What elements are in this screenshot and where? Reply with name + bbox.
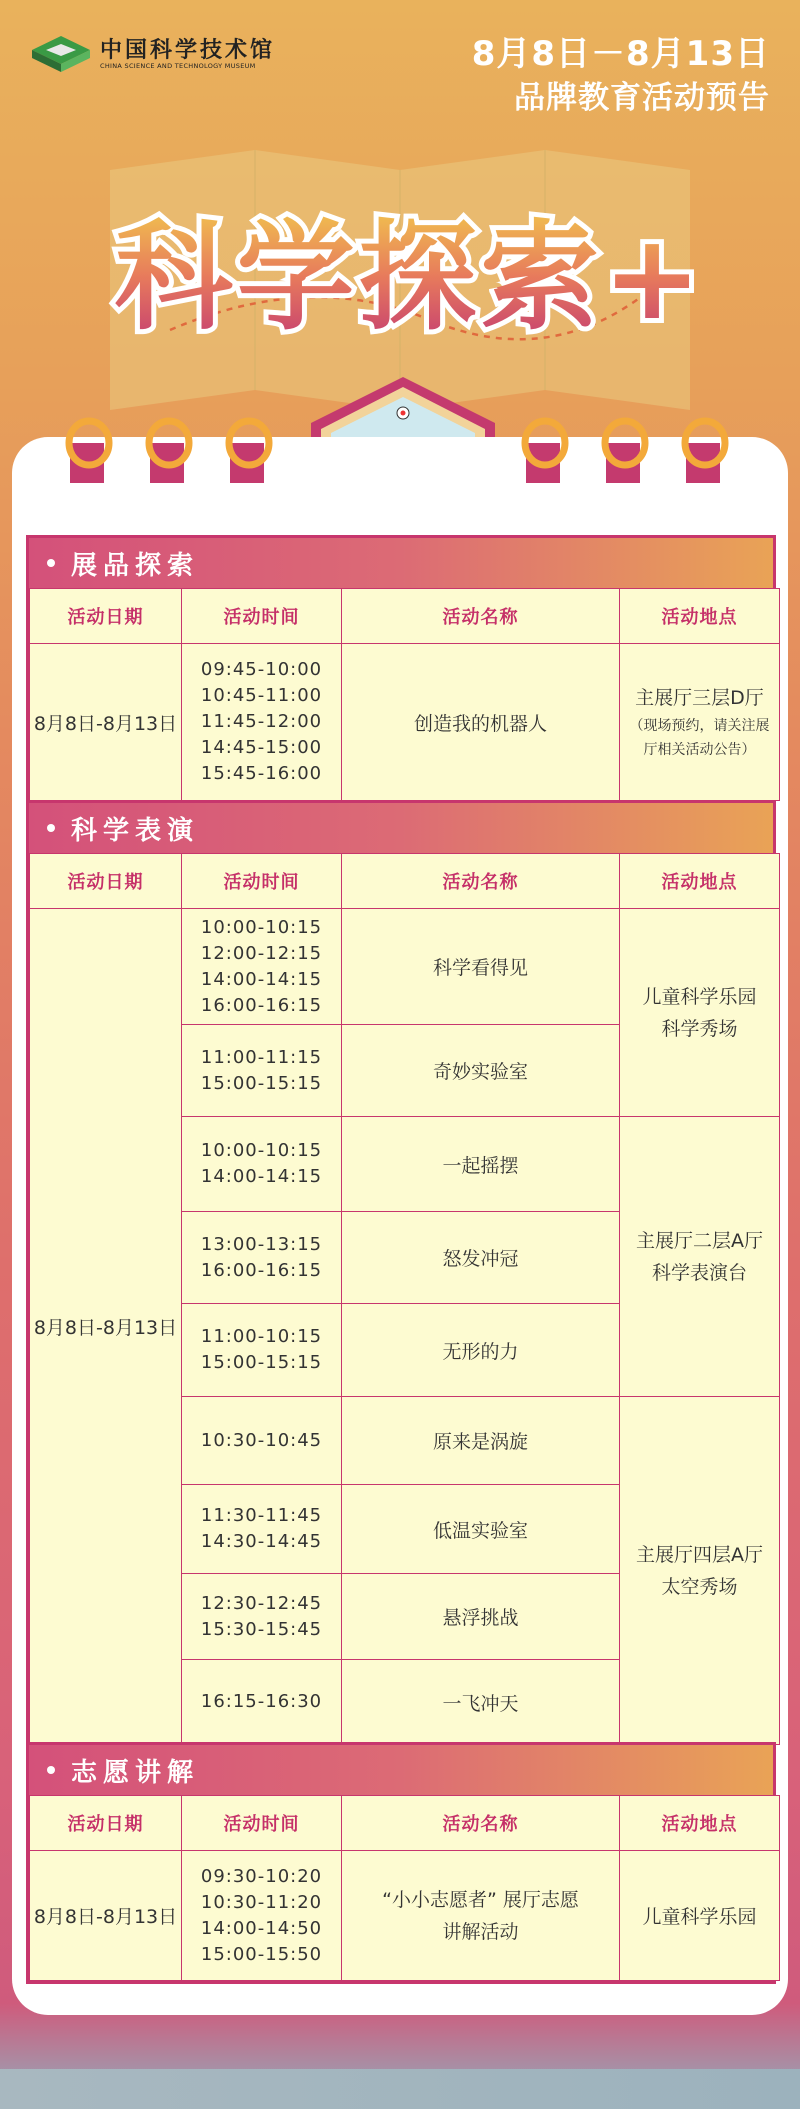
time-slot: 12:00-12:15	[200, 942, 323, 964]
time-slot: 15:45-16:00	[200, 763, 323, 784]
activity-times	[182, 909, 342, 1025]
activity-name: 怒发冲冠	[342, 1212, 620, 1304]
location-main: 主展厅三层D厅	[635, 687, 764, 709]
time-slot: 14:30-14:45	[200, 1531, 323, 1552]
time-slot: 09:45-10:00	[200, 659, 323, 680]
time-slot: 14:45-15:00	[200, 737, 323, 758]
activity-name: 科学看得见	[342, 909, 620, 1025]
activity-times	[182, 1304, 342, 1397]
time-slot: 10:45-11:00	[200, 685, 323, 706]
activity-date: 8月8日-8月13日	[30, 1851, 182, 1981]
activity-name: 创造我的机器人	[342, 644, 620, 801]
activity-date: 8月8日-8月13日	[30, 909, 182, 1745]
section-title: 展品探索	[71, 550, 200, 581]
activity-name: 一飞冲天	[342, 1660, 620, 1745]
time-slot: 11:00-11:15	[200, 1046, 323, 1068]
column-header-time: 活动时间	[182, 854, 342, 909]
activity-location: 主展厅二层A厅 科学表演台	[620, 1117, 780, 1397]
section-exhibit-explore	[26, 535, 776, 804]
time-slot: 09:30-10:20	[200, 1865, 323, 1887]
section-title: 科学表演	[71, 815, 200, 846]
section-volunteer-guide	[26, 1742, 776, 1984]
activity-name: 悬浮挑战	[342, 1574, 620, 1660]
location-note: （现场预约，请关注展厅相关活动公告）	[629, 718, 770, 758]
column-header-name: 活动名称	[342, 589, 620, 644]
section-header	[29, 803, 773, 853]
time-slot: 12:30-12:45	[200, 1592, 323, 1614]
schedule-table	[29, 853, 780, 1745]
column-header-location: 活动地点	[620, 1796, 780, 1851]
event-subtitle: 品牌教育活动预告	[514, 80, 770, 116]
binder-ring-icon	[144, 415, 194, 485]
time-slot: 11:00-10:15	[200, 1326, 323, 1347]
table-row	[30, 644, 780, 801]
time-slot: 15:00-15:15	[200, 1352, 323, 1373]
activity-name: 低温实验室	[342, 1485, 620, 1574]
time-slot: 14:00-14:15	[200, 1166, 323, 1187]
binder-ring-icon	[224, 415, 274, 485]
activity-location: 主展厅四层A厅 太空秀场	[620, 1397, 780, 1745]
time-slot: 16:00-16:15	[200, 994, 323, 1016]
activity-times	[182, 1660, 342, 1745]
time-slot: 11:30-11:45	[200, 1505, 323, 1526]
event-date-range: 8月8日－8月13日	[471, 34, 770, 74]
time-slot: 11:45-12:00	[200, 711, 323, 732]
activity-location: 儿童科学乐园	[620, 1851, 780, 1981]
activity-location: 儿童科学乐园 科学秀场	[620, 909, 780, 1117]
table-row	[30, 1851, 780, 1981]
activity-times	[182, 1397, 342, 1485]
table-row	[30, 909, 780, 1025]
bottom-decoration	[0, 2069, 800, 2109]
section-title: 志愿讲解	[71, 1757, 200, 1788]
section-science-show	[26, 800, 776, 1748]
schedule-table	[29, 588, 780, 801]
activity-times	[182, 1117, 342, 1212]
column-header-date: 活动日期	[30, 1796, 182, 1851]
activity-times	[182, 1574, 342, 1660]
activity-name: 一起摇摆	[342, 1117, 620, 1212]
main-title-text: 科学探索+	[114, 208, 706, 346]
logo-english-name: CHINA SCIENCE AND TECHNOLOGY MUSEUM	[100, 62, 256, 70]
bullet-icon	[47, 1766, 55, 1774]
time-slot: 13:00-13:15	[200, 1233, 323, 1255]
museum-logo	[30, 34, 275, 74]
schedule-table	[29, 1795, 780, 1981]
main-title	[70, 200, 750, 350]
activity-times	[182, 1485, 342, 1574]
column-header-location: 活动地点	[620, 854, 780, 909]
section-header	[29, 1745, 773, 1795]
time-slot: 10:30-11:20	[200, 1891, 323, 1913]
time-slot: 15:30-15:45	[200, 1618, 323, 1640]
column-header-name: 活动名称	[342, 854, 620, 909]
logo-chinese-name: 中国科学技术馆	[100, 37, 276, 63]
activity-times	[182, 644, 342, 801]
time-slot: 16:00-16:15	[200, 1259, 323, 1281]
column-header-location: 活动地点	[620, 589, 780, 644]
bullet-icon	[47, 824, 55, 832]
binder-ring-icon	[520, 415, 570, 485]
activity-date: 8月8日-8月13日	[30, 644, 182, 801]
column-header-date: 活动日期	[30, 589, 182, 644]
time-slot: 14:00-14:50	[200, 1917, 323, 1939]
activity-name: 奇妙实验室	[342, 1025, 620, 1117]
activity-name: 原来是涡旋	[342, 1397, 620, 1485]
activity-times	[182, 1851, 342, 1981]
museum-logo-icon	[30, 34, 92, 74]
activity-location	[620, 644, 780, 801]
section-header	[29, 538, 773, 588]
time-slot: 16:15-16:30	[200, 1691, 323, 1712]
binder-ring-icon	[64, 415, 114, 485]
binder-ring-icon	[680, 415, 730, 485]
time-slot: 10:30-10:45	[200, 1429, 323, 1451]
time-slot: 15:00-15:15	[200, 1072, 323, 1094]
binder-ring-icon	[600, 415, 650, 485]
activity-times	[182, 1025, 342, 1117]
activity-name: 无形的力	[342, 1304, 620, 1397]
column-header-name: 活动名称	[342, 1796, 620, 1851]
time-slot: 10:00-10:15	[200, 916, 323, 938]
activity-name: “小小志愿者” 展厅志愿讲解活动	[342, 1851, 620, 1981]
activity-times	[182, 1212, 342, 1304]
column-header-date: 活动日期	[30, 854, 182, 909]
column-header-time: 活动时间	[182, 1796, 342, 1851]
time-slot: 14:00-14:15	[200, 968, 323, 990]
bullet-icon	[47, 559, 55, 567]
column-header-time: 活动时间	[182, 589, 342, 644]
time-slot: 10:00-10:15	[200, 1140, 323, 1161]
time-slot: 15:00-15:50	[200, 1943, 323, 1965]
